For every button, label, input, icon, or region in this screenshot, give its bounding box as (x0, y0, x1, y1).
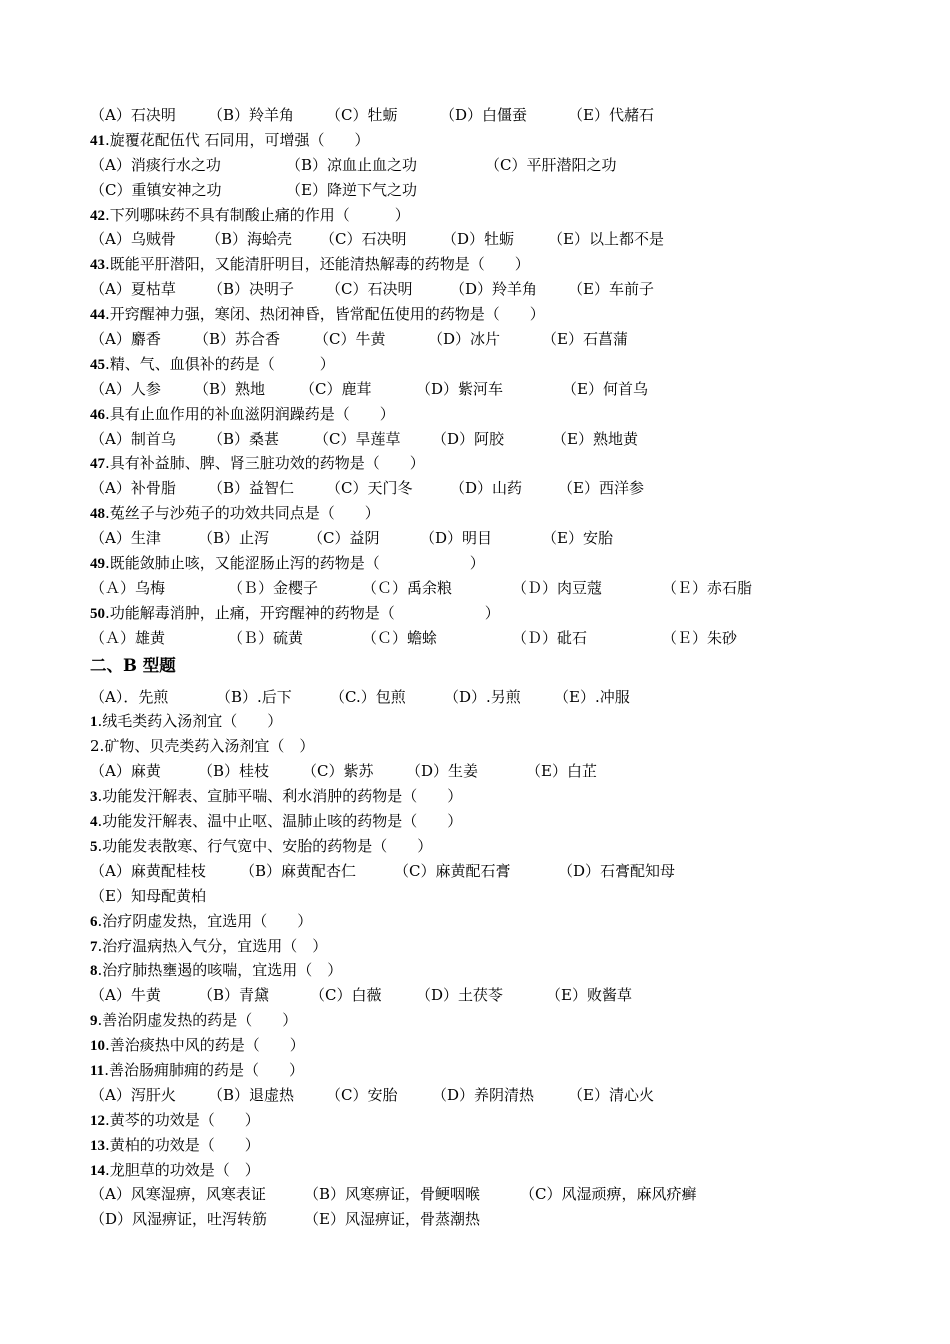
question-number: 41 (90, 132, 105, 149)
answer-options-row (90, 576, 890, 601)
answer-option: （C）白薇 (310, 986, 382, 1005)
question-text: .功能发表散寒、行气宽中、安胎的药物是（ ） (97, 836, 433, 855)
answer-option: （A）夏枯草 (90, 280, 176, 299)
question-text: .既能平肝潜阳，又能清肝明目，还能清热解毒的药物是（ ） (105, 255, 530, 274)
answer-options-row (90, 327, 890, 352)
answer-option: （C）安胎 (326, 1085, 398, 1104)
question-text: .下列哪味药不具有制酸止痛的作用（ ） (105, 205, 410, 224)
answer-option: （A）消痰行水之功 (90, 155, 221, 174)
question-number: 46 (90, 406, 105, 423)
answer-option: （C）石决明 (320, 230, 407, 249)
answer-option: （Ｂ）硫黄 (228, 628, 304, 647)
answer-options-row (90, 685, 890, 710)
question-line (90, 302, 890, 327)
answer-option: （E）以上都不是 (548, 230, 664, 249)
question-text: .龙胆草的功效是（ ） (105, 1160, 260, 1179)
answer-option: （C）风湿顽痹，麻风疥癣 (520, 1185, 697, 1204)
question-number: 2 (90, 737, 100, 756)
question-line (90, 709, 890, 734)
question-number: 43 (90, 257, 105, 274)
answer-option: （A）风寒湿痹，风寒表证 (90, 1185, 266, 1204)
question-number: 13 (90, 1137, 105, 1154)
answer-option: （D）.另煎 (444, 687, 521, 706)
question-text: .菟丝子与沙苑子的功效共同点是（ ） (105, 504, 380, 523)
answer-options-row (90, 884, 890, 909)
question-text: .具有补益肺、脾、肾三脏功效的药物是（ ） (105, 454, 425, 473)
answer-options-row (90, 427, 890, 452)
answer-option: （E）知母配黄柏 (90, 886, 206, 905)
answer-option: （D）阿胶 (432, 429, 505, 448)
question-text: .治疗阴虚发热，宜选用（ ） (97, 911, 313, 930)
answer-option: （Ａ）雄黄 (90, 628, 166, 647)
answer-option: （B）益智仁 (208, 479, 295, 498)
answer-option: （D）土茯苓 (416, 986, 504, 1005)
answer-option: （B）羚羊角 (208, 106, 295, 124)
question-line (90, 501, 890, 526)
answer-option: （E）风湿痹证，骨蒸潮热 (304, 1210, 480, 1229)
answer-option: （A）人参 (90, 379, 161, 398)
question-number: 12 (90, 1112, 105, 1129)
question-text: .黄柏的功效是（ ） (105, 1135, 260, 1154)
answer-option: （A）泻肝火 (90, 1085, 176, 1104)
question-line (90, 128, 890, 153)
answer-option: （B）.后下 (216, 687, 292, 706)
question-number: 44 (90, 307, 105, 324)
answer-option: （E）.冲服 (554, 687, 630, 706)
answer-option: （B）苏合香 (194, 330, 281, 349)
answer-option: （A）牛黄 (90, 986, 161, 1005)
question-text: .功能发汗解表、宣肺平喘、利水消肿的药物是（ ） (97, 787, 463, 806)
answer-option: （C）牡蛎 (326, 106, 398, 124)
answer-option: （D）养阴清热 (432, 1085, 535, 1104)
question-text: .黄芩的功效是（ ） (105, 1110, 260, 1129)
answer-options-row (90, 178, 890, 203)
answer-option: （C）重镇安神之功 (90, 180, 222, 199)
answer-options-row (90, 227, 890, 252)
question-number: 7 (90, 938, 98, 955)
answer-options-row (90, 983, 890, 1008)
answer-option: （Ａ）乌梅 (90, 578, 166, 597)
answer-option: （C）鹿茸 (300, 379, 372, 398)
question-text: .治疗温病热入气分，宜选用（ ） (97, 936, 328, 955)
question-line (90, 784, 890, 809)
answer-option: （D）风湿痹证，吐泻转筋 (90, 1210, 268, 1229)
answer-option: （C）益阴 (308, 529, 380, 548)
answer-option: （D）牡蛎 (442, 230, 515, 249)
question-number: 48 (90, 506, 105, 523)
answer-options-row (90, 277, 890, 302)
answer-option: （Ｄ）肉豆蔻 (512, 578, 603, 597)
question-number: 10 (90, 1038, 105, 1055)
answer-option: （C）牛黄 (314, 330, 386, 349)
question-text: .绒毛类药入汤剂宜（ ） (97, 712, 283, 731)
answer-option: （D）羚羊角 (450, 280, 538, 299)
question-line (90, 551, 890, 576)
question-text: .善治肠痈肺痈的药是（ ） (104, 1060, 304, 1079)
question-line (90, 734, 890, 759)
question-text: .旋覆花配伍代 石同用，可增强（ ） (105, 130, 370, 149)
question-line (90, 958, 890, 983)
answer-option: （C）紫苏 (302, 762, 374, 781)
answer-option: （A）补骨脂 (90, 479, 176, 498)
answer-option: （D）冰片 (428, 330, 501, 349)
question-text: .开窍醒神力强，寒闭、热闭神昏，皆常配伍使用的药物是（ ） (105, 305, 545, 324)
answer-options-row (90, 153, 890, 178)
question-line (90, 909, 890, 934)
answer-option: （B）风寒痹证，骨鲠咽喉 (304, 1185, 481, 1204)
question-number: 9 (90, 1013, 98, 1030)
question-text: .治疗肺热壅遏的咳喘，宜选用（ ） (97, 961, 343, 980)
question-line (90, 1058, 890, 1083)
answer-option: （C）麻黄配石膏 (394, 861, 511, 880)
answer-option: （C）平肝潜阳之功 (485, 155, 617, 174)
answer-option: （A）．先煎 (90, 687, 169, 706)
answer-option: （D）紫河车 (416, 379, 504, 398)
answer-option: （B）决明子 (208, 280, 295, 299)
answer-option: （E）熟地黄 (552, 429, 638, 448)
answer-option: （C.）包煎 (330, 687, 406, 706)
answer-option: （B）麻黄配杏仁 (240, 861, 357, 880)
answer-option: （E）石菖蒲 (542, 330, 628, 349)
question-line (90, 809, 890, 834)
answer-option: （D）石膏配知母 (558, 861, 676, 880)
question-line (90, 451, 890, 476)
question-number: 5 (90, 838, 98, 855)
question-number: 11 (90, 1062, 105, 1079)
question-line (90, 834, 890, 859)
answer-option: （Ｃ）蟾蜍 (362, 628, 438, 647)
answer-option: （E）安胎 (542, 529, 613, 548)
answer-option: （A）麻黄配桂枝 (90, 861, 206, 880)
answer-option: （Ｃ）禹余粮 (362, 578, 453, 597)
answer-option: （D）生姜 (406, 762, 479, 781)
answer-option: （A）乌贼骨 (90, 230, 176, 249)
question-line (90, 1158, 890, 1183)
answer-option: （B）海蛤壳 (206, 230, 293, 249)
question-text: .精、气、血俱补的药是（ ） (105, 354, 335, 373)
answer-option: （Ｂ）金樱子 (228, 578, 319, 597)
question-text: .善治痰热中风的药是（ ） (105, 1036, 305, 1055)
question-line (90, 601, 890, 626)
answer-option: （Ｅ）赤石脂 (662, 578, 753, 597)
question-text: .既能敛肺止咳，又能涩肠止泻的药物是（ ） (105, 554, 485, 573)
question-number: 8 (90, 963, 98, 980)
question-line (90, 934, 890, 959)
answer-options-row (90, 377, 890, 402)
answer-option: （B）止泻 (198, 529, 270, 548)
answer-option: （D）白僵蚕 (440, 106, 528, 124)
question-number: 1 (90, 714, 98, 731)
answer-options-row (90, 1207, 890, 1232)
answer-option: （A）制首乌 (90, 429, 176, 448)
answer-option: （B）凉血止血之功 (286, 155, 418, 174)
answer-option: （Ｅ）朱砂 (662, 628, 738, 647)
question-number: 14 (90, 1162, 105, 1179)
question-line (90, 402, 890, 427)
question-number: 47 (90, 456, 105, 473)
answer-option: （D）山药 (450, 479, 523, 498)
answer-option: （C）石决明 (326, 280, 413, 299)
answer-option: （C）天门冬 (326, 479, 413, 498)
answer-option: （A）麻黄 (90, 762, 161, 781)
question-number: 3 (90, 789, 98, 806)
question-number: 50 (90, 605, 105, 622)
answer-option: （B）退虚热 (208, 1085, 295, 1104)
answer-option: （D）明目 (420, 529, 493, 548)
answer-option: （B）熟地 (194, 379, 266, 398)
answer-option: （E）车前子 (568, 280, 654, 299)
answer-option: （E）西洋参 (558, 479, 644, 498)
question-line (90, 252, 890, 277)
question-line (90, 1133, 890, 1158)
question-text: .矿物、贝壳类药入汤剂宜（ ） (99, 737, 315, 756)
question-number: 4 (90, 814, 98, 831)
answer-options-row (90, 626, 890, 651)
question-line (90, 1008, 890, 1033)
question-number: 49 (90, 556, 105, 573)
question-text: .功能发汗解表、温中止呕、温肺止咳的药物是（ ） (97, 812, 463, 831)
answer-option: （Ｄ）砒石 (512, 628, 588, 647)
answer-option: （B）桂枝 (198, 762, 270, 781)
question-number: 42 (90, 207, 105, 224)
answer-options-row (90, 103, 890, 128)
answer-option: （B）青黛 (198, 986, 270, 1005)
question-number: 6 (90, 913, 98, 930)
question-text: .善治阴虚发热的药是（ ） (97, 1011, 298, 1030)
answer-options-row (90, 1182, 890, 1207)
answer-options-row (90, 859, 890, 884)
question-line (90, 1033, 890, 1058)
question-text: .具有止血作用的补血滋阴润躁药是（ ） (105, 404, 395, 423)
question-line (90, 1108, 890, 1133)
answer-options-row (90, 526, 890, 551)
question-number: 45 (90, 356, 105, 373)
answer-options-row (90, 1083, 890, 1108)
answer-options-row (90, 759, 890, 784)
answer-option: （E）败酱草 (546, 986, 632, 1005)
answer-option: （A）石决明 (90, 106, 176, 124)
answer-option: （A）麝香 (90, 330, 161, 349)
answer-option: （E）白芷 (526, 762, 597, 781)
question-text: .功能解毒消肿，止痛，开窍醒神的药物是（ ） (105, 603, 500, 622)
question-line (90, 352, 890, 377)
answer-option: （E）代赭石 (568, 106, 654, 124)
answer-option: （A）生津 (90, 529, 161, 548)
section-heading: 二、B 型题 (90, 655, 176, 675)
answer-option: （C）旱莲草 (314, 429, 401, 448)
answer-option: （E）清心火 (568, 1085, 654, 1104)
answer-options-row (90, 476, 890, 501)
document-page (90, 103, 890, 1232)
answer-option: （B）桑葚 (208, 429, 280, 448)
answer-option: （E）降逆下气之功 (286, 180, 417, 199)
answer-option: （E）何首乌 (562, 379, 648, 398)
question-line (90, 203, 890, 228)
